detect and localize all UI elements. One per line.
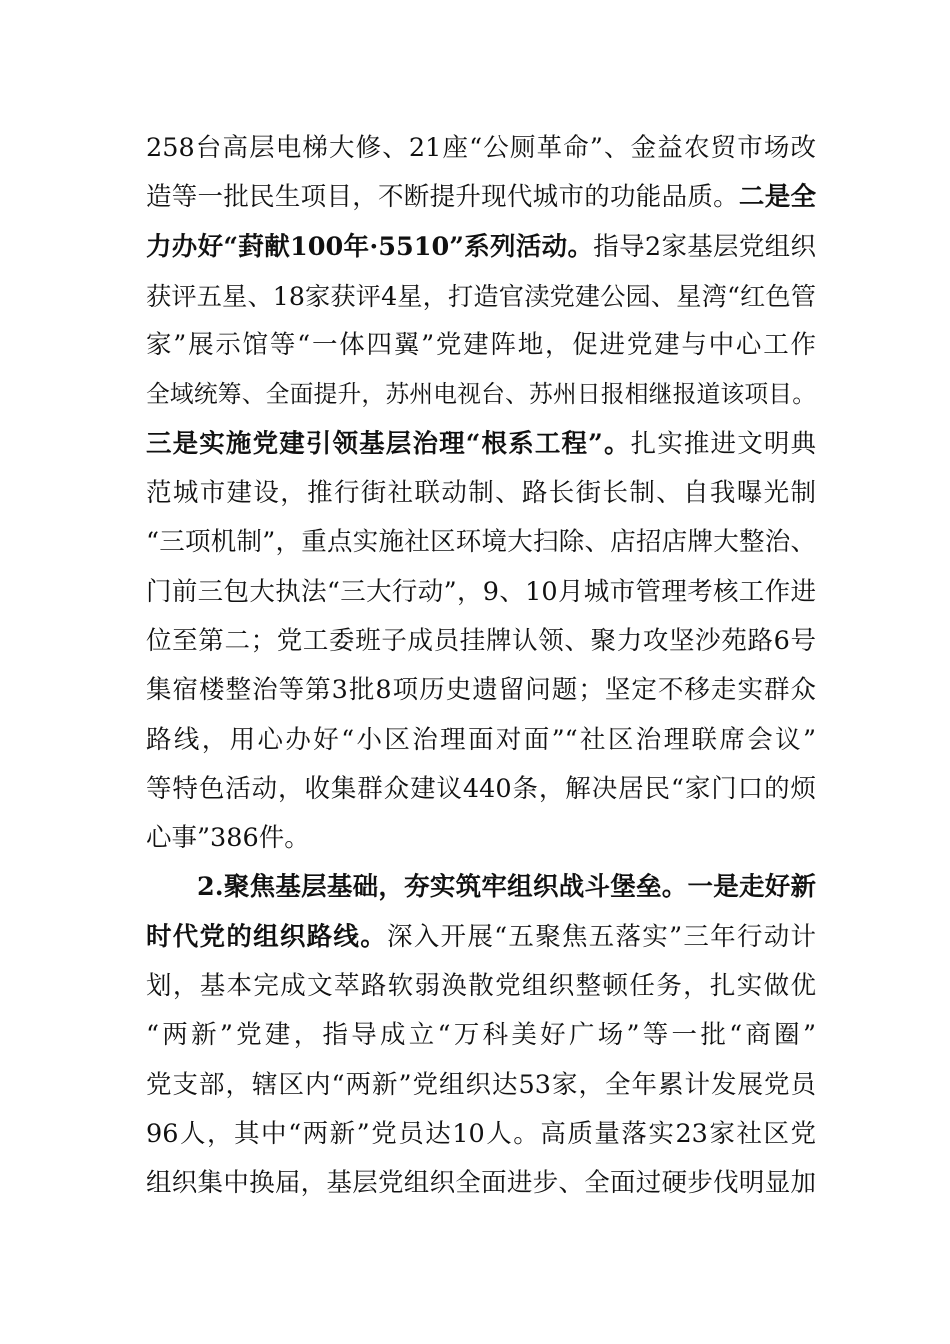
text-line xyxy=(146,1110,816,1159)
text-line xyxy=(146,765,816,814)
text-run: 96人，其中“两新”党员达10人。高质量落实23家社区党 xyxy=(146,1118,816,1149)
text-run: 门前三包大执法“三大行动”，9、10月城市管理考核工作进 xyxy=(146,576,816,607)
text-line xyxy=(146,321,816,370)
text-line xyxy=(146,617,816,666)
text-line xyxy=(146,1061,816,1110)
text-run-bold: 二是全 xyxy=(738,182,816,213)
text-run: 心事”386件。 xyxy=(146,823,310,854)
text-line xyxy=(146,962,816,1011)
text-run: 组织集中换届，基层党组织全面进步、全面过硬步伐明显加 xyxy=(146,1168,816,1199)
text-line xyxy=(146,518,816,567)
text-run: 划，基本完成文萃路软弱涣散党组织整顿任务，扎实做优 xyxy=(146,971,816,1002)
text-line xyxy=(146,223,816,272)
text-line xyxy=(146,716,816,765)
text-line xyxy=(146,420,816,469)
text-run: 获评五星、18家获评4星，打造官渎党建公园、星湾“红色管 xyxy=(146,281,816,311)
text-run: “两新”党建，指导成立“万科美好广场”等一批“商圈” xyxy=(146,1020,816,1051)
text-run: 集宿楼整治等第3批8项历史遗留问题；坚定不移走实群众 xyxy=(146,675,816,706)
document-body xyxy=(146,124,816,1209)
text-line xyxy=(146,124,816,173)
text-run: 指导2家基层党组织 xyxy=(593,231,816,262)
text-run: 扎实推进文明典 xyxy=(630,428,816,459)
text-run-bold: 力办好“葑献100年·5510”系列活动。 xyxy=(146,231,594,262)
text-run: 深入开展“五聚焦五落实”三年行动计 xyxy=(387,921,816,952)
text-run: 党支部，辖区内“两新”党组织达53家，全年累计发展党员 xyxy=(146,1069,816,1100)
text-run-bold: 三是实施党建引领基层治理“根系工程”。 xyxy=(146,428,631,459)
text-line xyxy=(146,370,816,419)
text-run: 家”展示馆等“一体四翼”党建阵地，促进党建与中心工作 xyxy=(146,330,816,361)
section-heading-line xyxy=(146,863,816,912)
text-line xyxy=(146,272,816,321)
text-line xyxy=(146,1011,816,1060)
text-run-bold: 时代党的组织路线。 xyxy=(146,921,387,952)
text-line xyxy=(146,666,816,715)
text-run: 范城市建设，推行街社联动制、路长街长制、自我曝光制 xyxy=(146,478,816,509)
text-run: 位至第二；党工委班子成员挂牌认领、聚力攻坚沙苑路6号 xyxy=(146,625,816,656)
text-line-last xyxy=(146,814,816,863)
text-run: “三项机制”，重点实施社区环境大扫除、店招店牌大整治、 xyxy=(146,527,816,558)
text-run: 路线，用心办好“小区治理面对面”“社区治理联席会议” xyxy=(146,724,816,755)
section-heading: 2.聚焦基层基础，夯实筑牢组织战斗堡垒。一是走好新 xyxy=(197,872,816,903)
text-run: 造等一批民生项目，不断提升现代城市的功能品质。 xyxy=(146,182,739,213)
text-line xyxy=(146,913,816,962)
text-run: 258台高层电梯大修、21座“公厕革命”、金益农贸市场改 xyxy=(146,133,816,163)
text-run: 全域统筹、全面提升，苏州电视台、苏州日报相继报道该项目。 xyxy=(146,380,816,409)
text-line xyxy=(146,469,816,518)
text-run: 等特色活动，收集群众建议440条，解决居民“家门口的烦 xyxy=(146,773,816,804)
text-line xyxy=(146,1159,816,1208)
text-line xyxy=(146,568,816,617)
text-line xyxy=(146,173,816,222)
